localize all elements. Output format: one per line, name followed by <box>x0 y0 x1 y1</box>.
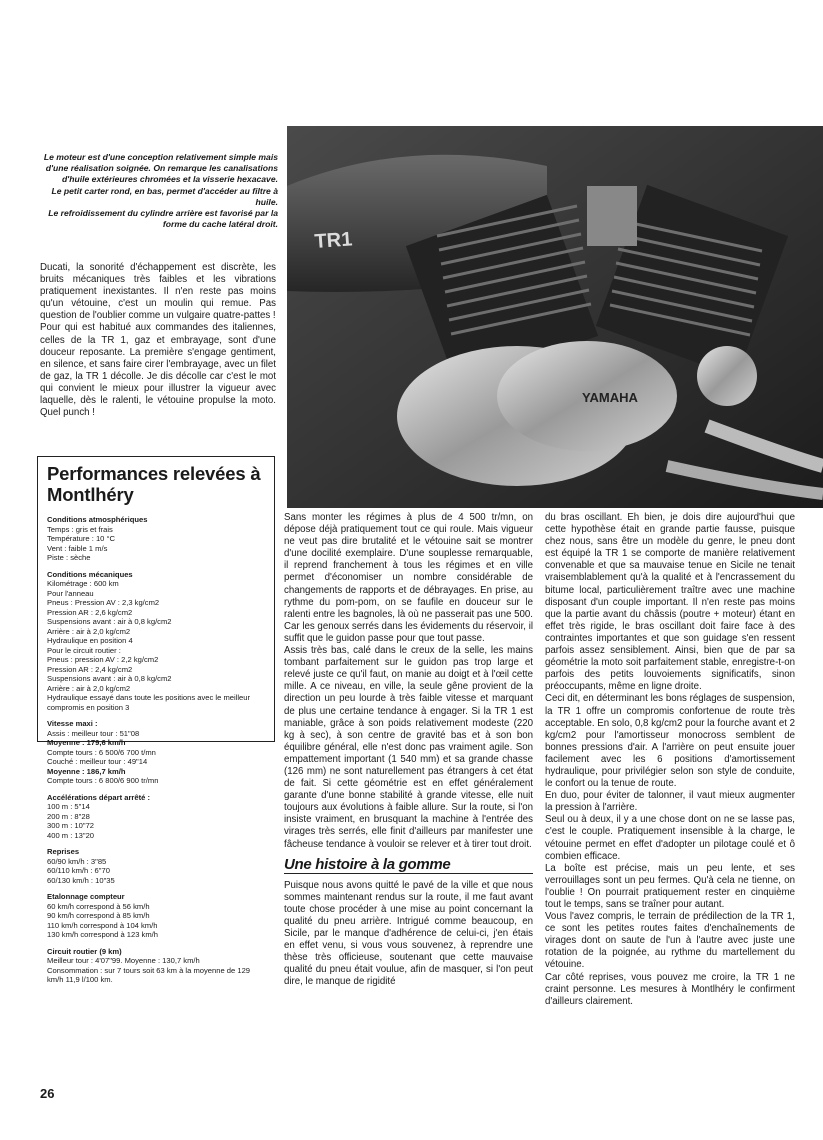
body-paragraph: Assis très bas, calé dans le creux de la selle, les mains tombant parfaitement sur le guidon pas trop large et relevé juste ce qu'il faut, on manie au doigt et à l'œil cette mille. A ce niveau, en ville, la seule gêne provient de la direction un peu lourde à très faible vitesse et marquant de plus une certaine tendance à engager. Si la TR 1 est maniable, grâce à son poids relativement modeste (220 kg à sec), à son centre de gravité bas et à son bon équilibre général, elle n'est donc pas vraiment agile. Son empattement important (1 540 mm) et sa grande chasse (126 mm) ne sont naturellement pas étrangers à cet état de fait. Si cette géométrie est en effet généralement garante d'une bonne stabilité à grande vitesse, elle nuit toujours aux évolutions à faible allure. Sur la route, si l'on insiste vraiment, en brusquant la machine à l'entrée des virages très serrés, elle finit d'ailleurs par manifester une fâcheuse tendance à vouloir se relever et à tirer tout droit. <box>284 645 533 850</box>
perf-section <box>47 892 266 940</box>
perf-line: 60/130 km/h : 10"35 <box>47 875 115 885</box>
perf-line: 110 km/h correspond à 104 km/h <box>47 920 158 930</box>
perf-line: 400 m : 13"20 <box>47 830 95 840</box>
intro-text <box>40 262 276 419</box>
perf-line: Consommation : sur 7 tours soit 63 km à la moyenne de 129 km/h 11,9 l/100 km. <box>47 965 251 984</box>
perf-section-heading: Circuit routier (9 km) <box>47 946 122 956</box>
perf-line: Couché : meilleur tour : 49"14 <box>47 757 148 766</box>
article-column-3 <box>545 512 795 1008</box>
section-heading: Une histoire à la gomme <box>284 859 533 874</box>
perf-line: 60 km/h correspond à 56 km/h <box>47 901 150 911</box>
perf-line: Pneus : pression AV : 2,2 kg/cm2 <box>47 655 159 664</box>
perf-sections <box>47 515 266 985</box>
engine-photo <box>287 126 823 508</box>
photo-caption <box>40 152 278 230</box>
body-paragraph: Puisque nous avons quitté le pavé de la ville et que nous sommes maintenant rendus sur la route, il me faut avant toute chose procéder à une mise au point concernant la qualité du pneu arrière. Intrigué comme beaucoup, en Sicile, par le manque d'adhérence de celui-ci, j'en étais en effet venu, si vous vous souvenez, à reprendre une thèse très officieuse, soutenant que cette mauvaise qualité du pneu était voulue, afin de masquer, si l'on peut dire, le manque de rigidité <box>284 879 533 988</box>
body-paragraph: En duo, pour éviter de talonner, il vaut mieux augmenter la pression à l'arrière. <box>545 790 795 814</box>
page-number: 26 <box>40 1086 55 1101</box>
intro-paragraph: Ducati, la sonorité d'échappement est discrète, les bruits mécaniques très faibles et les vibrations pratiquement inexistantes. Il n'en reste pas moins qu'un vétouine, c'est un moulin qui remue. Pas question de l'oublier comme un vulgaire quatre-pattes ! <box>40 262 276 322</box>
perf-line: Assis : meilleur tour : 51"08 <box>47 728 140 738</box>
perf-line: 90 km/h correspond à 85 km/h <box>47 911 150 920</box>
perf-line: Kilométrage : 600 km <box>47 579 119 588</box>
perf-line: Vent : faible 1 m/s <box>47 543 108 553</box>
perf-line: Suspensions avant : air à 0,8 kg/cm2 <box>47 674 172 683</box>
perf-line: Hydraulique essayé dans toute les positions avec le meilleur compromis en position 3 <box>47 693 251 712</box>
body-paragraph: Car côté reprises, vous pouvez me croire, la TR 1 ne craint personne. Les mesures à Montlhéry le confirment d'ailleurs clairement. <box>545 971 795 1007</box>
perf-section-heading: Conditions atmosphériques <box>47 515 148 524</box>
perf-section-heading: Reprises <box>47 847 80 856</box>
article-column-2 <box>284 512 533 989</box>
perf-line: Arrière : air à 2,0 kg/cm2 <box>47 626 131 636</box>
caption-line: Le moteur est d'une conception relativement simple mais d'une réalisation soignée. On remarque les canalisations d'huile extérieures chromées et la visserie hexacave. <box>43 152 278 185</box>
perf-line: Pour le circuit routier : <box>47 645 121 655</box>
perf-section <box>47 515 266 563</box>
perf-line: Temps : gris et frais <box>47 524 113 534</box>
perf-line: 60/90 km/h : 3"85 <box>47 856 107 866</box>
perf-line: Pour l'anneau <box>47 588 94 598</box>
perf-section <box>47 847 266 885</box>
perf-line: 200 m : 8"28 <box>47 811 90 821</box>
perf-section <box>47 570 266 713</box>
perf-line: 60/110 km/h : 6"70 <box>47 866 110 875</box>
engine-label: YAMAHA <box>582 390 638 405</box>
engine-illustration <box>287 126 823 508</box>
perf-line: Meilleur tour : 4'07"99. Moyenne : 130,7 km/h <box>47 956 200 965</box>
body-paragraph: Vous l'avez compris, le terrain de prédilection de la TR 1, ce sont les petites routes faites d'enchaînements de virages dont on saute de l'un à l'autre avec juste une rotation de la poignée, au rythme du martellement du vétouine. <box>545 911 795 971</box>
perf-section <box>47 719 266 786</box>
perf-section-heading: Etalonnage compteur <box>47 892 125 901</box>
body-paragraph: Ceci dit, en déterminant les bons réglages de suspension, la TR 1 offre un compromis confortenue de route très acceptable. En solo, 0,8 kg/cm2 pour la fourche avant et 2 kg/cm2 pour l'amortisseur monocross semblent de bonnes pressions d'air. A l'arrière on peut ensuite jouer facilement avec les 6 positions d'amortissement hydraulique, pour privilégier selon son style de conduite, le confort ou la tenue de route. <box>545 693 795 790</box>
perf-line: Moyenne : 186,7 km/h <box>47 766 126 776</box>
body-paragraph: Sans monter les régimes à plus de 4 500 tr/mn, on dépose déjà pratiquement tout ce qui roule. Mais vigueur ne veut pas dire brutalité et le vétouine sait se montrer d'une docilité exemplaire. D'une souplesse remarquable, il reprend franchement à tous les régimes et en ville permet d'économiser un nombre considérable de changements de rapports et de débrayages. En prise, au rythme du pom-pom, on se faufile en douceur sur le ralenti entre les bagnoles, là où ne passerait pas une 500. Car les genoux serrés dans les évidements du réservoir, il suffit que le guidon passe pour que tout passe. <box>284 512 533 644</box>
perf-line: Compte tours : 6 800/6 900 tr/mn <box>47 776 159 785</box>
perf-line: Hydraulique en position 4 <box>47 636 133 645</box>
performance-box <box>37 456 275 984</box>
perf-line: Suspensions avant : air à 0,8 kg/cm2 <box>47 617 172 626</box>
perf-line: 130 km/h correspond à 123 km/h <box>47 930 159 939</box>
perf-section-heading: Vitesse maxi : <box>47 719 98 728</box>
perf-line: Piste : sèche <box>47 553 91 562</box>
perf-line: Compte tours : 6 500/6 700 t/mn <box>47 747 156 757</box>
perf-line: Pression AR : 2,4 kg/cm2 <box>47 664 133 674</box>
perf-section <box>47 947 266 985</box>
perf-line: Température : 10 °C <box>47 534 116 543</box>
body-paragraph: Seul ou à deux, il y a une chose dont on ne se lasse pas, c'est le couple. Pratiquement insensible à la charge, le vétouine permet en effet d'adopter un pilotage coulé et ô combien efficace. <box>545 814 795 862</box>
intro-paragraph: Pour qui est habitué aux commandes des italiennes, celles de la TR 1, gaz et embrayage, sont d'une douceur reposante. La première s'engage gentiment, en silence, et sans faire cirer l'embrayage, avec un filet de gaz, la TR 1 décolle. Je dis décolle car c'est le mot qui convient le mieux pour illustrer la vigueur avec laquelle, dès le ralenti, le vétouine propulse la moto. Quel punch ! <box>40 322 276 419</box>
perf-section-heading: Conditions mécaniques <box>47 569 133 579</box>
perf-line: 300 m : 10"72 <box>47 821 95 830</box>
perf-line: Pneus : Pression AV : 2,3 kg/cm2 <box>47 598 160 607</box>
caption-line: Le refroidissement du cylindre arrière est favorisé par la forme du cache latéral droit. <box>48 208 278 230</box>
perf-section-heading: Accélérations départ arrêté : <box>47 792 150 802</box>
perf-line: Moyenne : 179,6 km/h <box>47 738 126 747</box>
perf-title: Performances relevées à Montlhéry <box>47 463 261 505</box>
caption-line: Le petit carter rond, en bas, permet d'accéder au filtre à huile. <box>51 185 278 207</box>
tank-label: TR1 <box>313 228 354 253</box>
perf-line: Pression AR : 2,6 kg/cm2 <box>47 607 133 617</box>
perf-section <box>47 793 266 841</box>
body-paragraph: du bras oscillant. Eh bien, je dois dire aujourd'hui que cette hypothèse était en grande partie fausse, puisque chez nous, sans être un modèle du genre, le pneu dont est équipé la TR 1 se comporte de manière relativement convenable et que sa mauvaise tenue en Sicile ne tenait vraisemblablement qu'à la qualité et à l'encrassement du bitume local, particulièrement traître avec une machine disposant d'un couple important. Il n'en reste pas moins que la partie avant du châssis (poutre + moteur) étant en effet très rigide, le bras oscillant doit faire face à des contraintes importantes et que son guidage s'en ressent parfois assez sensiblement. Ainsi, bien que de par sa géométrie la moto soit parfaitement stable, enregistre-t-on parfois des petits louvoiements significatifs, sinon préoccupants, même en ligne droite. <box>545 512 795 693</box>
perf-line: 100 m : 5"14 <box>47 802 90 811</box>
body-paragraph: La boîte est précise, mais un peu lente, et ses verrouillages sont un peu fermes. Qu'à cela ne tienne, on l'oublie ! On pourrait pratiquement rester en cinquième tout le temps, sans se traîner pour autant. <box>545 862 795 910</box>
perf-line: Arrière : air à 2,0 kg/cm2 <box>47 683 131 693</box>
